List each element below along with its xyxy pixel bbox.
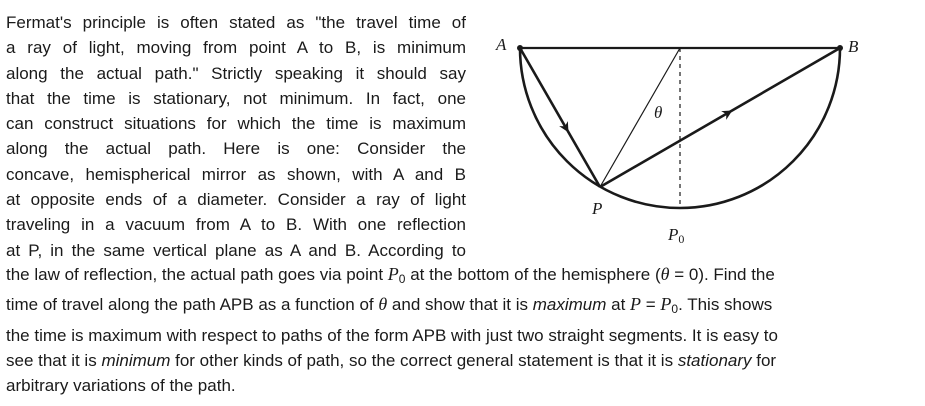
text-line-3: along the actual path." Strictly speaking it should say	[6, 63, 466, 83]
radius-line-to-p	[600, 48, 680, 187]
text-line-10: at P, in the same vertical plane as A and B. According to	[6, 240, 466, 260]
ray-segment-ap	[520, 48, 600, 187]
ray-segment-pb	[600, 48, 840, 187]
text-line-4: that the time is stationary, not minimum. In fact, one	[6, 88, 466, 108]
label-p0: P0	[668, 225, 685, 246]
text-line-11: the law of reflection, the actual path goes via point $P_0$ at the bottom of the hemisphere (θ = 0). Find the	[6, 264, 775, 286]
text-line-9: traveling in a vacuum from A to B. With one reflection	[6, 215, 466, 235]
text-line-13: the time is maximum with respect to paths of the form APB with just two straight segments. It is easy to	[6, 325, 778, 345]
text-line-7: concave, hemispherical mirror as shown, with A and B	[6, 164, 466, 184]
text-line-2: a ray of light, moving from point A to B, is minimum	[6, 38, 466, 58]
text-line-15: arbitrary variations of the path.	[6, 376, 236, 396]
text-line-6: along the actual path. Here is one: Consider the	[6, 139, 466, 159]
text-line-5: can construct situations for which the time is maximum	[6, 114, 466, 134]
text-line-1: Fermat's principle is often stated as "the travel time of	[6, 13, 466, 32]
label-a: A	[496, 35, 507, 54]
text-line-14: see that it is minimum for other kinds of path, so the correct general statement is that it is stationary for	[6, 350, 777, 370]
text-line-8: at opposite ends of a diameter. Consider a ray of light	[6, 190, 466, 210]
label-b: B	[848, 37, 859, 56]
label-theta: θ	[654, 103, 663, 122]
label-p: P	[592, 199, 603, 218]
text-line-12: time of travel along the path APB as a function of θ and show that it is maximum at $P = P_0$. This shows	[6, 294, 773, 317]
